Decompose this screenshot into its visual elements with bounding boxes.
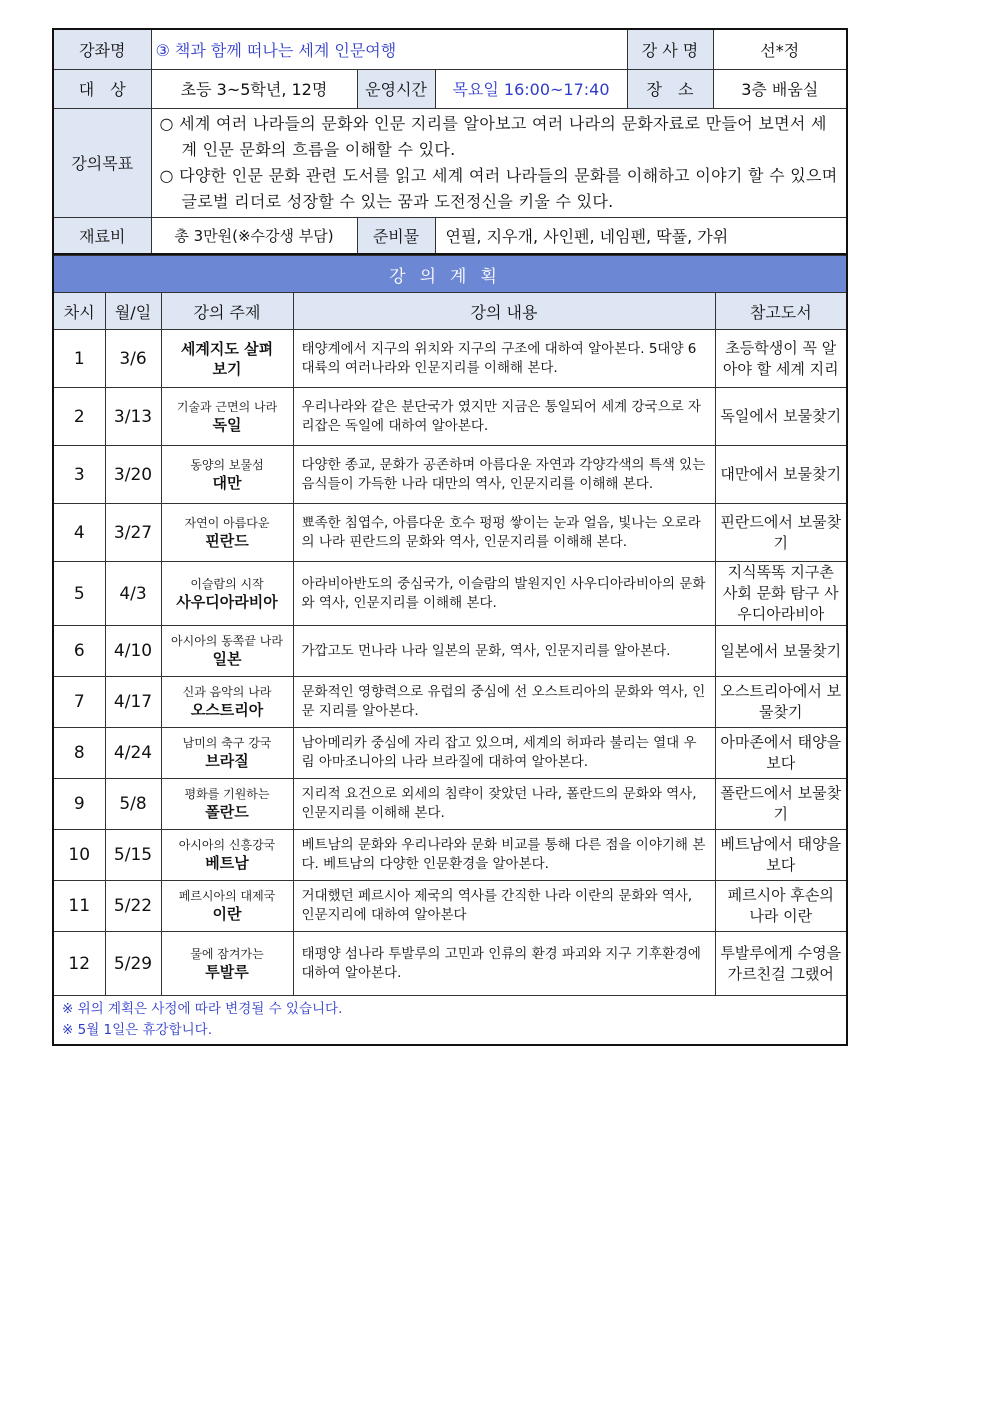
session-number: 10	[53, 830, 105, 881]
goal-cell	[151, 108, 847, 217]
session-content: 아라비아반도의 중심국가, 이슬람의 발원지인 사우디아라비아의 문화와 역사, 인문지리를 이해해 본다.	[293, 562, 715, 626]
session-number: 7	[53, 677, 105, 728]
topic-title: 세계지도 살펴보기	[180, 339, 274, 378]
session-topic	[161, 881, 293, 932]
supplies-value: 연필, 지우개, 사인펜, 네임펜, 딱풀, 가위	[435, 217, 847, 254]
plan-row	[53, 562, 847, 626]
place-label: 장 소	[627, 69, 713, 108]
target-value: 초등 3~5학년, 12명	[151, 69, 357, 108]
place-value: 3층 배움실	[713, 69, 847, 108]
session-date: 5/8	[105, 779, 161, 830]
session-number: 4	[53, 504, 105, 562]
plan-rows	[53, 330, 847, 996]
session-content: 지리적 요건으로 외세의 침략이 잦았던 나라, 폴란드의 문화와 역사, 인문지리를 이해해 본다.	[293, 779, 715, 830]
session-date: 4/24	[105, 728, 161, 779]
session-number: 5	[53, 562, 105, 626]
session-reference-book: 폴란드에서 보물찾기	[715, 779, 847, 830]
session-number: 8	[53, 728, 105, 779]
session-topic	[161, 626, 293, 677]
session-number: 3	[53, 446, 105, 504]
plan-row	[53, 330, 847, 388]
topic-subtitle: 남미의 축구 강국	[182, 736, 272, 750]
topic-subtitle: 동양의 보물섬	[190, 457, 264, 472]
plan-banner: 강의계획	[53, 256, 847, 293]
session-reference-book: 오스트리아에서 보물찾기	[715, 677, 847, 728]
session-content: 태양계에서 지구의 위치와 지구의 구조에 대하여 알아본다. 5대양 6대륙의 여러나라와 인문지리를 이해해 본다.	[293, 330, 715, 388]
session-reference-book: 일본에서 보물찾기	[715, 626, 847, 677]
session-topic	[161, 728, 293, 779]
goal-2: ○ 다양한 인문 문화 관련 도서를 읽고 세계 여러 나라들의 문화를 이해하고 이야기 할 수 있으며 글로벌 리더로 성장할 수 있는 꿈과 도전정신을 키울 수 있다.	[159, 165, 838, 211]
session-reference-book: 베트남에서 태양을 보다	[715, 830, 847, 881]
lecture-plan-table	[52, 255, 848, 1046]
plan-row	[53, 504, 847, 562]
material-label: 재료비	[53, 217, 151, 254]
session-content: 태평양 섬나라 투발루의 고민과 인류의 환경 파괴와 지구 기후환경에 대하여 알아본다.	[293, 932, 715, 996]
header-content: 강의 내용	[293, 293, 715, 330]
session-reference-book: 핀란드에서 보물찾기	[715, 504, 847, 562]
header-date: 월/일	[105, 293, 161, 330]
session-topic	[161, 446, 293, 504]
goal-label: 강의목표	[53, 108, 151, 217]
session-content: 다양한 종교, 문화가 공존하며 아름다운 자연과 각양각색의 특색 있는 음식들이 가득한 나라 대만의 역사, 인문지리를 이해해 본다.	[293, 446, 715, 504]
session-reference-book: 지식똑똑 지구촌 사회 문화 탐구 사우디아라비아	[715, 562, 847, 626]
header-session: 차시	[53, 293, 105, 330]
session-reference-book: 투발루에게 수영을 가르친걸 그랬어	[715, 932, 847, 996]
topic-title: 브라질	[205, 752, 249, 770]
session-date: 4/17	[105, 677, 161, 728]
plan-row	[53, 932, 847, 996]
session-content: 우리나라와 같은 분단국가 였지만 지금은 통일되어 세계 강국으로 자리잡은 독일에 대하여 알아본다.	[293, 388, 715, 446]
course-label: 강좌명	[53, 29, 151, 69]
session-number: 9	[53, 779, 105, 830]
session-number: 12	[53, 932, 105, 996]
session-topic	[161, 932, 293, 996]
plan-row	[53, 446, 847, 504]
supplies-label: 준비물	[357, 217, 435, 254]
topic-title: 투발루	[205, 962, 249, 981]
topic-title: 독일	[212, 415, 242, 434]
time-label: 운영시간	[357, 69, 435, 108]
plan-row	[53, 388, 847, 446]
topic-subtitle: 기술과 근면의 나라	[176, 399, 278, 414]
session-date: 3/6	[105, 330, 161, 388]
session-topic	[161, 388, 293, 446]
topic-title: 이란	[212, 905, 242, 923]
session-reference-book: 독일에서 보물찾기	[715, 388, 847, 446]
note-2: ※ 5월 1일은 휴강합니다.	[62, 1022, 212, 1038]
topic-subtitle: 이슬람의 시작	[190, 576, 264, 591]
session-date: 3/20	[105, 446, 161, 504]
note-1: ※ 위의 계획은 사정에 따라 변경될 수 있습니다.	[62, 1001, 343, 1017]
goal-1: ○ 세계 여러 나라들의 문화와 인문 지리를 알아보고 여러 나라의 문화자료로 만들어 보면서 세계 인문 문화의 흐름을 이해할 수 있다.	[159, 113, 827, 159]
session-reference-book: 아마존에서 태양을 보다	[715, 728, 847, 779]
topic-subtitle: 아시아의 동쪽끝 나라	[171, 634, 283, 648]
session-reference-book: 대만에서 보물찾기	[715, 446, 847, 504]
lecture-plan-document	[52, 28, 846, 1046]
instructor-label: 강 사 명	[627, 29, 713, 69]
session-content: 가깝고도 먼나라 나라 일본의 문화, 역사, 인문지리를 알아본다.	[293, 626, 715, 677]
session-reference-book: 페르시아 후손의 나라 이란	[715, 881, 847, 932]
session-topic	[161, 779, 293, 830]
session-topic	[161, 330, 293, 388]
session-date: 5/15	[105, 830, 161, 881]
topic-title: 폴란드	[205, 803, 249, 821]
topic-title: 사우디아라비아	[176, 592, 278, 611]
plan-row	[53, 728, 847, 779]
session-topic	[161, 677, 293, 728]
session-content: 거대했던 페르시아 제국의 역사를 간직한 나라 이란의 문화와 역사, 인문지리에 대하여 알아본다	[293, 881, 715, 932]
topic-title: 일본	[212, 650, 242, 668]
session-content: 남아메리카 중심에 자리 잡고 있으며, 세계의 허파라 불리는 열대 우림 아마조니아의 나라 브라질에 대하여 알아본다.	[293, 728, 715, 779]
session-content: 베트남의 문화와 우리나라와 문화 비교를 통해 다른 점을 이야기해 본다. 베트남의 다양한 인문환경을 알아본다.	[293, 830, 715, 881]
session-topic	[161, 562, 293, 626]
session-date: 3/27	[105, 504, 161, 562]
session-number: 11	[53, 881, 105, 932]
instructor-name: 선*정	[713, 29, 847, 69]
course-info-table	[52, 28, 848, 255]
header-reference: 참고도서	[715, 293, 847, 330]
session-topic	[161, 504, 293, 562]
session-date: 3/13	[105, 388, 161, 446]
header-topic: 강의 주제	[161, 293, 293, 330]
topic-title: 오스트리아	[190, 701, 264, 719]
course-name: ③ 책과 함께 떠나는 세계 인문여행	[151, 29, 627, 69]
session-reference-book: 초등학생이 꼭 알아야 할 세계 지리	[715, 330, 847, 388]
session-number: 2	[53, 388, 105, 446]
session-date: 4/3	[105, 562, 161, 626]
topic-subtitle: 자연이 아름다운	[184, 515, 270, 530]
topic-title: 핀란드	[205, 531, 249, 550]
topic-title: 대만	[212, 473, 242, 492]
session-date: 5/22	[105, 881, 161, 932]
material-value: 총 3만원(※수강생 부담)	[151, 217, 357, 254]
time-value: 목요일 16:00~17:40	[435, 69, 627, 108]
plan-row	[53, 677, 847, 728]
plan-row	[53, 626, 847, 677]
session-date: 4/10	[105, 626, 161, 677]
topic-subtitle: 평화를 기원하는	[184, 787, 270, 801]
session-number: 1	[53, 330, 105, 388]
topic-title: 베트남	[205, 854, 249, 872]
topic-subtitle: 물에 잠겨가는	[190, 946, 264, 961]
notes-cell	[53, 996, 847, 1046]
session-content: 뾰족한 침엽수, 아름다운 호수 펑펑 쌓이는 눈과 얼음, 빛나는 오로라의 나라 핀란드의 문화와 역사, 인문지리를 이해해 본다.	[293, 504, 715, 562]
topic-subtitle: 신과 음악의 나라	[182, 685, 272, 699]
session-number: 6	[53, 626, 105, 677]
session-topic	[161, 830, 293, 881]
topic-subtitle: 아시아의 신흥강국	[178, 838, 276, 852]
session-content: 문화적인 영향력으로 유럽의 중심에 선 오스트리아의 문화와 역사, 인문 지리를 알아본다.	[293, 677, 715, 728]
plan-row	[53, 779, 847, 830]
target-label: 대 상	[53, 69, 151, 108]
plan-row	[53, 881, 847, 932]
plan-row	[53, 830, 847, 881]
session-date: 5/29	[105, 932, 161, 996]
topic-subtitle: 페르시아의 대제국	[178, 889, 276, 903]
